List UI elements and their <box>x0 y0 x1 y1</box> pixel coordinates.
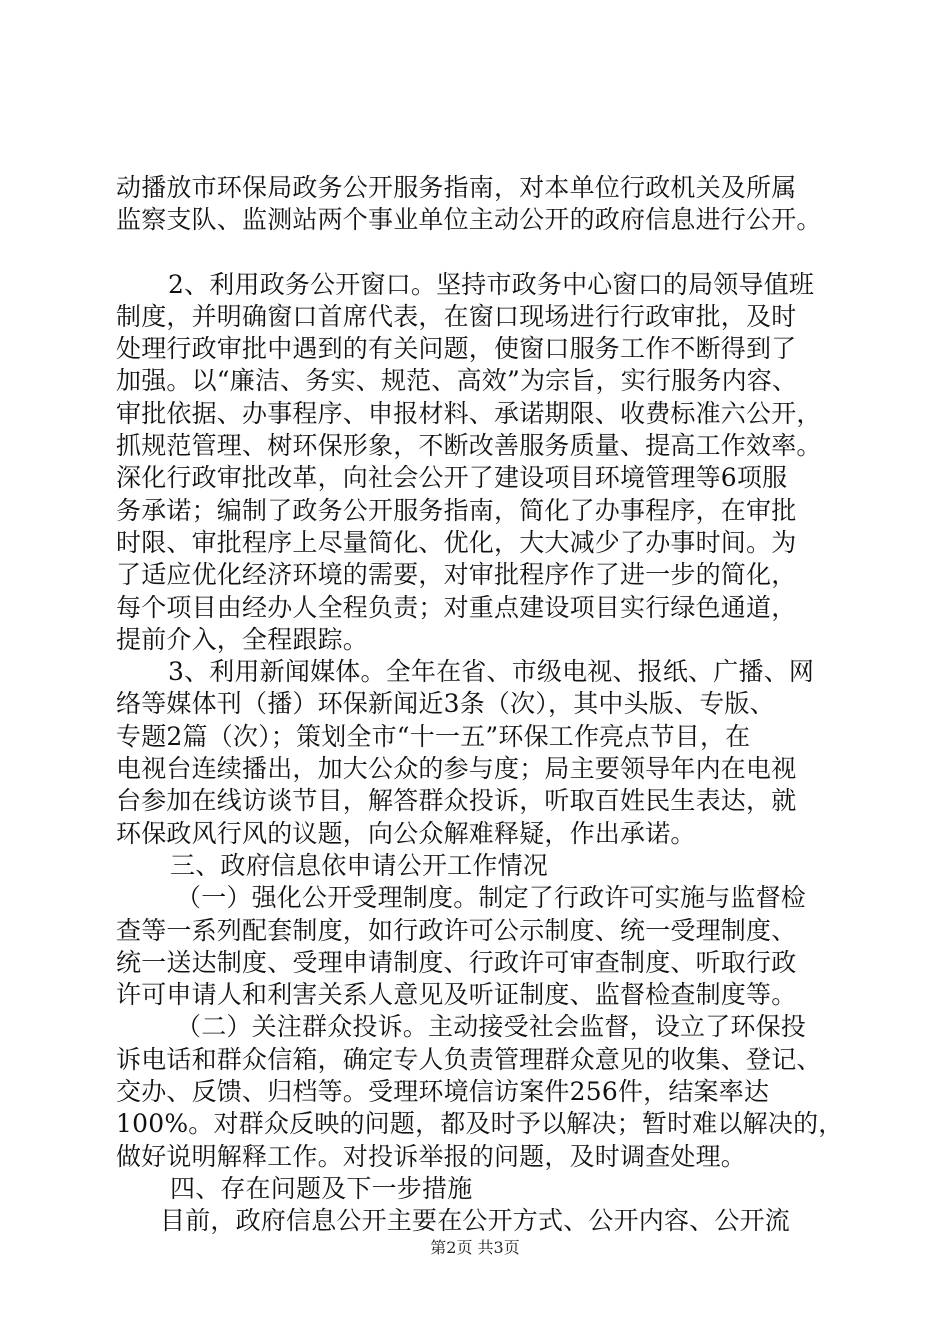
text-line: 监察支队、监测站两个事业单位主动公开的政府信息进行公开。 <box>116 205 822 235</box>
text-line: （一）强化公开受理制度。制定了行政许可实施与监督检 <box>176 883 807 913</box>
text-line: 每个项目由经办人全程负责；对重点建设项目实行绿色通道， <box>116 592 797 622</box>
text-line: （二）关注群众投诉。主动接受社会监督，设立了环保投 <box>176 1012 807 1042</box>
text-line: 100%。对群众反映的问题，都及时予以解决；暂时难以解决的， <box>116 1109 844 1139</box>
text-line: 抓规范管理、树环保形象，不断改善服务质量、提高工作效率。 <box>116 431 822 461</box>
text-line: 电视台连续播出，加大公众的参与度；局主要领导年内在电视 <box>116 754 797 784</box>
page-number: 第2页 共3页 <box>430 1238 520 1257</box>
text-line: 深化行政审批改革，向社会公开了建设项目环境管理等6项服 <box>116 463 788 493</box>
text-line: 查等一系列配套制度，如行政许可公示制度、统一受理制度、 <box>116 915 797 945</box>
text-line: 交办、反馈、归档等。受理环境信访案件256件，结案率达 <box>116 1077 770 1107</box>
text-line: 了适应优化经济环境的需要，对审批程序作了进一步的简化， <box>116 560 797 590</box>
text-line: 时限、审批程序上尽量简化、优化，大大减少了办事时间。为 <box>116 527 797 557</box>
text-line: 做好说明解释工作。对投诉举报的问题，及时调查处理。 <box>116 1141 747 1171</box>
text-line: 2、利用政务公开窗口。坚持市政务中心窗口的局领导值班 <box>168 269 815 299</box>
text-line: 制度，并明确窗口首席代表，在窗口现场进行行政审批，及时 <box>116 301 797 331</box>
text-line: 专题2篇（次）；策划全市“十一五”环保工作亮点节目，在 <box>116 721 751 751</box>
text-line: 诉电话和群众信箱，确定专人负责管理群众意见的收集、登记、 <box>116 1044 822 1074</box>
paragraph-gap <box>116 237 856 269</box>
text-line: 务承诺；编制了政务公开服务指南，简化了办事程序，在审批 <box>116 495 797 525</box>
text-line: 目前，政府信息公开主要在公开方式、公开内容、公开流 <box>160 1206 791 1236</box>
text-line: 环保政风行风的议题，向公众解难释疑，作出承诺。 <box>116 818 696 848</box>
text-line: 络等媒体刊（播）环保新闻近3条（次），其中头版、专版、 <box>116 689 775 719</box>
text-line: 审批依据、办事程序、申报材料、承诺期限、收费标准六公开， <box>116 398 822 428</box>
section-heading: 三、政府信息依申请公开工作情况 <box>170 850 549 880</box>
text-line: 台参加在线访谈节目，解答群众投诉，听取百姓民生表达，就 <box>116 786 797 816</box>
text-line: 处理行政审批中遇到的有关问题，使窗口服务工作不断得到了 <box>116 334 797 364</box>
text-line: 加强。以“廉洁、务实、规范、高效”为宗旨，实行服务内容、 <box>116 366 798 396</box>
text-line: 统一送达制度、受理申请制度、行政许可审查制度、听取行政 <box>116 947 797 977</box>
text-line: 3、利用新闻媒体。全年在省、市级电视、报纸、广播、网 <box>168 657 815 687</box>
text-line: 动播放市环保局政务公开服务指南，对本单位行政机关及所属 <box>116 173 797 202</box>
document-body <box>116 172 856 1238</box>
text-line: 许可申请人和利害关系人意见及听证制度、监督检查制度等。 <box>116 980 797 1010</box>
page-footer <box>0 1237 950 1259</box>
section-heading: 四、存在问题及下一步措施 <box>170 1173 473 1203</box>
text-line: 提前介入，全程跟踪。 <box>116 624 369 654</box>
